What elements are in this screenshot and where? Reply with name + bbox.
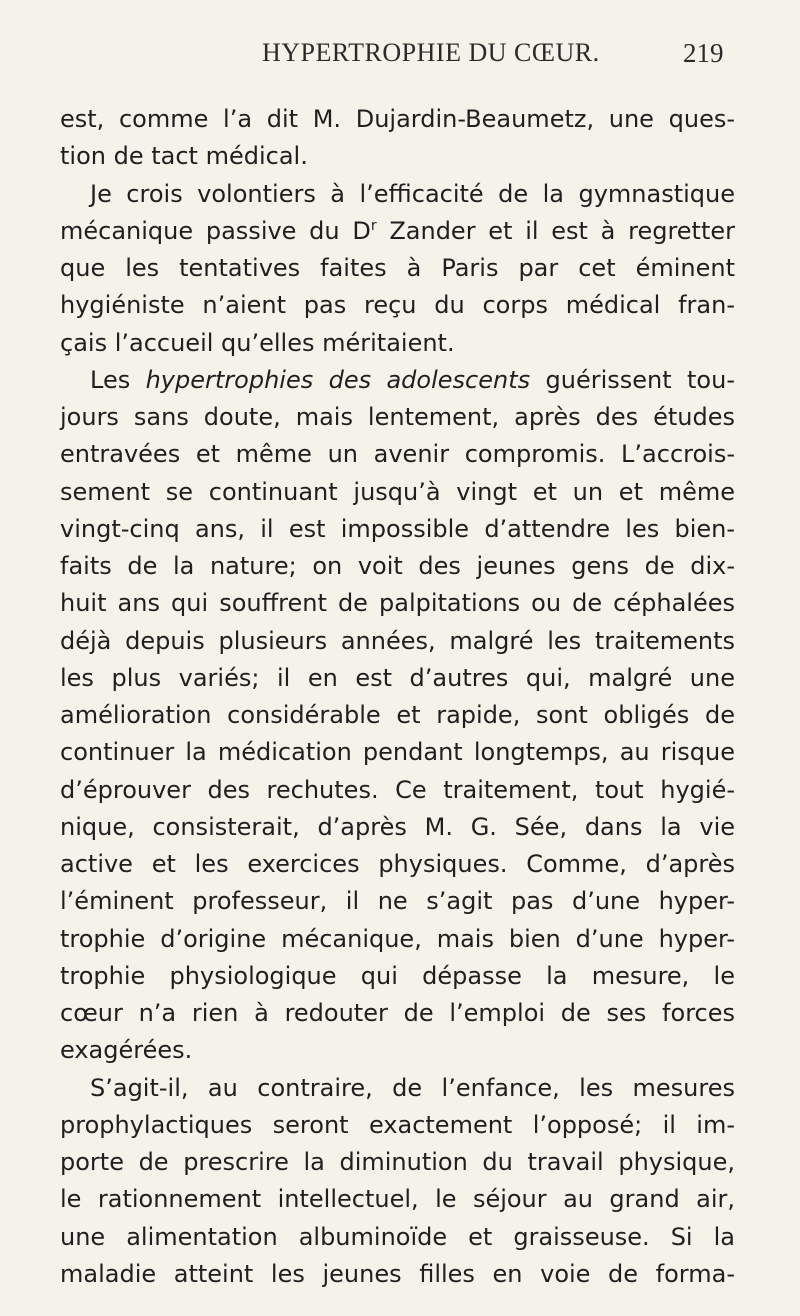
text-segment: maladie atteint les jeunes filles en voie de forma- bbox=[60, 1259, 735, 1288]
running-head: HYPERTROPHIE DU CŒUR. bbox=[262, 38, 600, 67]
text-segment: le rationnement intellectuel, le séjour au grand air, bbox=[60, 1185, 735, 1214]
text-segment: trophie d’origine mécanique, mais bien d’une hyper- bbox=[60, 924, 735, 953]
text-segment: amélioration considérable et rapide, sont obligés de bbox=[60, 701, 735, 729]
text-segment: vingt-cinq ans, il est impossible d’attendre les bien- bbox=[60, 514, 735, 543]
text-segment: que les tentatives faites à Paris par cet éminent bbox=[60, 254, 735, 282]
text-segment: çais l’accueil qu’elles méritaient. bbox=[60, 328, 455, 357]
text-line bbox=[60, 734, 735, 771]
text-segment: d’éprouver des rechutes. Ce traitement, tout hygié- bbox=[60, 775, 735, 804]
text-segment: Je crois volontiers à l’efficacité de la gymnastique bbox=[90, 179, 735, 208]
text-segment: une alimentation albuminoïde et graisseuse. Si la bbox=[60, 1222, 735, 1251]
text-line bbox=[60, 287, 735, 324]
text-line bbox=[60, 958, 735, 995]
text-line bbox=[60, 1181, 735, 1218]
text-segment: porte de prescrire la diminution du travail physique, bbox=[60, 1148, 735, 1176]
text-segment: cœur n’a rien à redouter de l’emploi de ses forces bbox=[60, 999, 735, 1027]
text-line bbox=[60, 1256, 735, 1293]
text-segment: les plus variés; il en est d’autres qui, malgré une bbox=[60, 663, 735, 692]
text-line bbox=[60, 846, 735, 883]
text-line bbox=[60, 623, 735, 660]
text-segment: guérissent tou- bbox=[530, 365, 735, 394]
text-line bbox=[60, 1032, 735, 1069]
text-line bbox=[60, 101, 735, 138]
italic-phrase: hypertrophies des adolescents bbox=[145, 365, 531, 394]
text-line bbox=[60, 399, 735, 436]
text-segment: huit ans qui souffrent de palpitations ou de céphalées bbox=[60, 589, 735, 618]
text-line bbox=[60, 1107, 735, 1144]
text-segment: mécanique passive du D bbox=[60, 216, 371, 245]
text-segment: hygiéniste n’aient pas reçu du corps médical fran- bbox=[60, 291, 735, 320]
text-line bbox=[60, 548, 735, 585]
body-text bbox=[60, 101, 735, 1293]
text-line bbox=[60, 660, 735, 697]
text-line bbox=[60, 883, 735, 920]
text-line bbox=[60, 697, 735, 734]
text-line bbox=[60, 511, 735, 548]
text-segment: Zander et il est à regretter bbox=[376, 216, 735, 245]
text-line bbox=[60, 213, 735, 250]
text-line bbox=[60, 250, 735, 287]
text-line bbox=[60, 325, 735, 362]
text-segment: déjà depuis plusieurs années, malgré les traitements bbox=[60, 626, 735, 655]
page-header bbox=[0, 0, 800, 90]
text-line bbox=[60, 474, 735, 511]
text-segment: nique, consisterait, d’après M. G. Sée, dans la vie bbox=[60, 812, 735, 841]
text-segment: active et les exercices physiques. Comme, d’après bbox=[60, 850, 735, 878]
text-segment: exagérées. bbox=[60, 1036, 193, 1065]
text-line bbox=[60, 1219, 735, 1256]
text-segment: est, comme l’a dit M. Dujardin-Beaumetz, une ques- bbox=[60, 105, 735, 133]
text-segment: jours sans doute, mais lentement, après des études bbox=[60, 403, 735, 431]
text-line bbox=[60, 1144, 735, 1181]
text-segment: Les bbox=[90, 365, 146, 394]
text-segment: l’éminent professeur, il ne s’agit pas d’une hyper- bbox=[60, 887, 735, 916]
text-segment: faits de la nature; on voit des jeunes gens de dix- bbox=[60, 552, 735, 580]
text-line bbox=[60, 585, 735, 622]
text-line bbox=[60, 176, 735, 213]
superscript: r bbox=[370, 217, 377, 234]
text-segment: sement se continuant jusqu’à vingt et un et même bbox=[60, 477, 735, 506]
text-segment: entravées et même un avenir compromis. L’accrois- bbox=[60, 440, 735, 469]
text-line bbox=[60, 436, 735, 473]
text-line bbox=[60, 1070, 735, 1107]
text-segment: S’agit-il, au contraire, de l’enfance, les mesures bbox=[90, 1073, 735, 1102]
text-line bbox=[60, 138, 735, 175]
text-segment: tion de tact médical. bbox=[60, 142, 308, 171]
text-line bbox=[60, 809, 735, 846]
text-line bbox=[60, 921, 735, 958]
text-segment: prophylactiques seront exactement l’opposé; il im- bbox=[60, 1110, 735, 1139]
text-line bbox=[60, 772, 735, 809]
text-line bbox=[60, 995, 735, 1032]
text-segment: trophie physiologique qui dépasse la mesure, le bbox=[60, 961, 735, 990]
page-number: 219 bbox=[683, 38, 724, 68]
text-segment: continuer la médication pendant longtemps, au risque bbox=[60, 738, 735, 767]
text-line bbox=[60, 362, 735, 399]
